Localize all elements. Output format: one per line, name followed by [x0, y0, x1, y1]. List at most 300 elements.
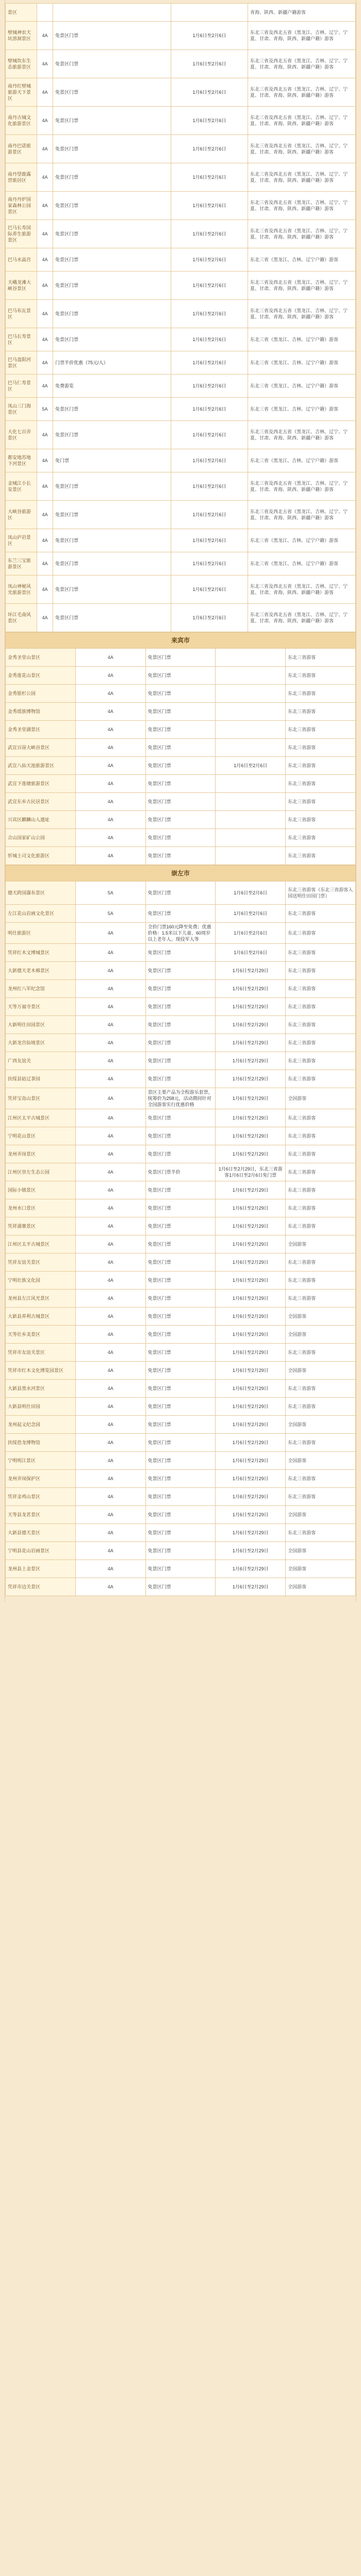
time-range: 1月6日至2月6日 — [171, 248, 248, 272]
scenic-name: 龙州红八军纪念馆 — [6, 980, 76, 998]
scenic-name: 龙州县左江风光景区 — [6, 1290, 76, 1308]
target-visitors: 东北三省（黑龙江、吉林、辽宁户籍）游客 — [248, 375, 356, 398]
policy-text: 免景区门票 — [145, 775, 216, 793]
time-range: 1月6日至2月29日 — [216, 1088, 286, 1109]
time-range: 1月6日至2月6日 — [171, 472, 248, 501]
time-range — [216, 649, 286, 667]
scenic-name: 左江花山岩画文化景区 — [6, 905, 76, 923]
table-row — [6, 248, 356, 272]
policy-text: 免景区门票 — [53, 328, 171, 351]
time-range: 1月6日至2月6日 — [216, 882, 286, 905]
time-range: 1月6日至2月6日 — [171, 50, 248, 78]
policy-text: 免景区门票 — [145, 685, 216, 703]
target-visitors: 东北三省（黑龙江、吉林、辽宁户籍）游客 — [248, 328, 356, 351]
scenic-level: 4A — [75, 667, 145, 685]
table-row — [6, 739, 356, 757]
scenic-name: 环江毛南风景区 — [6, 604, 37, 632]
target-visitors: 东北三省游客 — [286, 1253, 356, 1272]
target-visitors: 东北三省游客 — [286, 1272, 356, 1290]
scenic-name: 宁明壮族文化园 — [6, 1272, 76, 1290]
policy-text: 免景区门票 — [145, 721, 216, 739]
time-range — [216, 829, 286, 847]
scenic-level: 4A — [75, 1506, 145, 1524]
table-row — [6, 1163, 356, 1181]
target-visitors: 东北三省游客 — [286, 1217, 356, 1235]
table-row — [6, 604, 356, 632]
table-row — [6, 135, 356, 163]
table-row — [6, 923, 356, 944]
scenic-level: 4A — [75, 1326, 145, 1344]
scenic-level: 4A — [37, 50, 53, 78]
time-range: 1月6日至2月6日 — [171, 163, 248, 192]
target-visitors: 东北三省游客 — [286, 998, 356, 1016]
scenic-name: 巴马盘阳河景区 — [6, 351, 37, 375]
table-row — [6, 649, 356, 667]
target-visitors: 东北三省游客 — [286, 1163, 356, 1181]
scenic-level: 4A — [75, 811, 145, 829]
policy-text: 免景区门票 — [145, 882, 216, 905]
scenic-name: 武宣下莲塘旅游景区 — [6, 775, 76, 793]
scenic-level: 4A — [75, 1052, 145, 1070]
scenic-level: 4A — [75, 1272, 145, 1290]
scenic-name: 南丹丹炉国家森林公园景区 — [6, 192, 37, 220]
target-visitors: 东北三省游客（东北三省游客入园送明仕田园门票） — [286, 882, 356, 905]
target-visitors: 全国游客 — [286, 1452, 356, 1470]
table-row — [6, 50, 356, 78]
scenic-level: 4A — [75, 793, 145, 811]
scenic-level: 4A — [75, 962, 145, 980]
scenic-level: 4A — [37, 78, 53, 107]
table-row — [6, 1488, 356, 1506]
scenic-name: 金秀瑶族博物馆 — [6, 703, 76, 721]
table-row — [6, 905, 356, 923]
policy-text: 免景区门票 — [145, 1344, 216, 1362]
tables-container — [5, 3, 356, 1596]
scenic-level: 4A — [75, 1199, 145, 1217]
target-visitors: 全国游客 — [286, 1578, 356, 1596]
policy-text: 免景区门票 — [145, 1272, 216, 1290]
table-row — [6, 1253, 356, 1272]
table-row — [6, 272, 356, 300]
time-range — [216, 703, 286, 721]
time-range: 1月6日至2月6日 — [171, 552, 248, 575]
table-row — [6, 703, 356, 721]
scenic-level: 4A — [37, 300, 53, 328]
policy-text: 免景区门票 — [145, 1578, 216, 1596]
time-range: 1月6日至2月29日 — [216, 1016, 286, 1034]
scenic-name: 扶绥县姑辽茶园 — [6, 1070, 76, 1088]
target-visitors: 东北三省及西北五省（黑龙江、吉林、辽宁、宁夏、甘肃、青海、陕西、新疆户籍）游客 — [248, 50, 356, 78]
table-row — [6, 1560, 356, 1578]
scenic-level: 4A — [75, 980, 145, 998]
policy-text: 免景区门票 — [53, 107, 171, 135]
table-row — [6, 811, 356, 829]
scenic-name: 巴马布瓦景区 — [6, 300, 37, 328]
scenic-name: 巴马长寿国际养生旅游景区 — [6, 220, 37, 248]
target-visitors: 东北三省游客 — [286, 739, 356, 757]
policy-text: 免景区门票 — [145, 998, 216, 1016]
scenic-level: 4A — [75, 1235, 145, 1253]
time-range: 1月6日至2月6日 — [216, 944, 286, 962]
policy-text: 免景区门票 — [145, 1235, 216, 1253]
scenic-level: 4A — [75, 649, 145, 667]
table-row — [6, 1362, 356, 1380]
time-range: 1月6日至2月6日 — [171, 449, 248, 472]
scenic-level: 4A — [75, 1416, 145, 1434]
scenic-level: 4A — [75, 1253, 145, 1272]
scenic-level: 4A — [37, 552, 53, 575]
target-visitors: 东北三省游客 — [286, 757, 356, 775]
scenic-name: 大新德天老木棉景区 — [6, 962, 76, 980]
scenic-level: 4A — [75, 1181, 145, 1199]
scenic-level: 4A — [37, 107, 53, 135]
scenic-level: 4A — [75, 1380, 145, 1398]
table-row — [6, 398, 356, 421]
scenic-level: 4A — [75, 1088, 145, 1109]
table-row — [6, 757, 356, 775]
table-row — [6, 351, 356, 375]
time-range — [216, 775, 286, 793]
time-range: 1月6日至2月29日 — [216, 1560, 286, 1578]
target-visitors: 东北三省及西北五省（黑龙江、吉林、辽宁、宁夏、甘肃、青海、陕西、新疆户籍）游客 — [248, 107, 356, 135]
table-row — [6, 1398, 356, 1416]
policy-text: 免景区门票 — [145, 649, 216, 667]
table-row — [6, 552, 356, 575]
time-range: 1月6日至2月6日 — [216, 905, 286, 923]
table-row — [6, 78, 356, 107]
policy-text: 免景区门票 — [145, 793, 216, 811]
table-row — [6, 1578, 356, 1596]
scenic-name: 龙州弄岗景区 — [6, 1145, 76, 1163]
scenic-name: 大新县养利古城景区 — [6, 1308, 76, 1326]
policy-text: 免景区门票 — [53, 78, 171, 107]
table-row — [6, 1235, 356, 1253]
policy-text: 免景区门票 — [145, 1109, 216, 1127]
scenic-level: 4A — [75, 775, 145, 793]
scenic-level: 4A — [75, 1398, 145, 1416]
policy-text: 免景区门票 — [53, 50, 171, 78]
target-visitors: 东北三省游客 — [286, 721, 356, 739]
scenic-name: 凭祥宝岛山景区 — [6, 1088, 76, 1109]
time-range: 1月6日至2月6日 — [171, 421, 248, 449]
target-visitors: 东北三省及西北五省（黑龙江、吉林、辽宁、宁夏、甘肃、青海、陕西、新疆户籍）游客 — [248, 78, 356, 107]
scenic-name: 宁明县花山岩画景区 — [6, 1542, 76, 1560]
table-row — [6, 375, 356, 398]
scenic-name: 都安地苏地下河景区 — [6, 449, 37, 472]
scenic-level: 4A — [37, 328, 53, 351]
target-visitors: 东北三省游客 — [286, 1034, 356, 1052]
target-visitors: 东北三省及西北五省（黑龙江、吉林、辽宁、宁夏、甘肃、青海、陕西、新疆户籍）游客 — [248, 300, 356, 328]
scenic-level: 4A — [75, 1362, 145, 1380]
time-range: 1月6日至2月29日 — [216, 1070, 286, 1088]
scenic-level: 4A — [75, 1578, 145, 1596]
target-visitors: 东北三省游客 — [286, 1434, 356, 1452]
target-visitors: 全国游客 — [286, 1308, 356, 1326]
policy-text: 免景区门票 — [53, 220, 171, 248]
policy-text: 免景区门票 — [145, 905, 216, 923]
table-row — [6, 575, 356, 604]
policy-text: 免景区门票 — [145, 1127, 216, 1145]
policy-text: 免景区门票 — [145, 1199, 216, 1217]
table-row — [6, 1145, 356, 1163]
scenic-table — [5, 865, 356, 1596]
target-visitors: 东北三省游客 — [286, 1145, 356, 1163]
policy-text: 免景区门票 — [145, 1470, 216, 1488]
time-range: 1月6日至2月29日 — [216, 1217, 286, 1235]
table-row — [6, 667, 356, 685]
table-row — [6, 192, 356, 220]
scenic-level: 4A — [37, 22, 53, 50]
scenic-level: 4A — [75, 1470, 145, 1488]
scenic-name: 宁明明江景区 — [6, 1452, 76, 1470]
target-visitors: 东北三省游客 — [286, 703, 356, 721]
policy-text: 免门票 — [53, 449, 171, 472]
table-row — [6, 1016, 356, 1034]
scenic-level: 4A — [75, 685, 145, 703]
scenic-level: 4A — [75, 1488, 145, 1506]
time-range: 1月6日至2月6日 — [216, 757, 286, 775]
scenic-name: 扶绥恐龙博物馆 — [6, 1434, 76, 1452]
time-range: 1月6日至2月29日 — [216, 1235, 286, 1253]
table-row — [6, 1416, 356, 1434]
policy-text: 免景区门票 — [145, 1488, 216, 1506]
time-range: 1月6日至2月29日 — [216, 1127, 286, 1145]
scenic-level: 4A — [75, 1109, 145, 1127]
policy-text: 免景区门票 — [145, 1145, 216, 1163]
time-range: 1月6日至2月29日 — [216, 1034, 286, 1052]
table-row — [6, 472, 356, 501]
policy-text: 免景区门票 — [145, 1253, 216, 1272]
time-range: 1月6日至2月6日 — [171, 78, 248, 107]
table-row — [6, 793, 356, 811]
policy-text: 免景区门票 — [53, 529, 171, 552]
scenic-level: 5A — [75, 905, 145, 923]
scenic-name: 壁城神农天坑溶洞景区 — [6, 22, 37, 50]
policy-text: 免景区门票 — [53, 421, 171, 449]
target-visitors: 东北三省游客 — [286, 1127, 356, 1145]
target-visitors: 东北三省及西北五省（黑龙江、吉林、辽宁、宁夏、甘肃、青海、陕西、新疆户籍）游客 — [248, 163, 356, 192]
scenic-name: 大新县明仕田园 — [6, 1398, 76, 1416]
time-range — [216, 721, 286, 739]
scenic-name: 凭祥友谊关景区 — [6, 1253, 76, 1272]
scenic-level: 4A — [75, 703, 145, 721]
policy-text: 免景区门票 — [145, 980, 216, 998]
scenic-name: 金秀圣堂湖景区 — [6, 721, 76, 739]
target-visitors: 东北三省游客 — [286, 1398, 356, 1416]
scenic-name: 巴马水晶宫 — [6, 248, 37, 272]
target-visitors: 东北三省及西北五省（黑龙江、吉林、辽宁、宁夏、甘肃、青海、陕西、新疆户籍）游客 — [248, 22, 356, 50]
target-visitors: 东北三省游客 — [286, 1470, 356, 1488]
table-row — [6, 1199, 356, 1217]
target-visitors: 东北三省（黑龙江、吉林、辽宁户籍）游客 — [248, 449, 356, 472]
table-row — [6, 1344, 356, 1362]
scenic-level: 4A — [37, 575, 53, 604]
target-visitors: 东北三省及西北五省（黑龙江、吉林、辽宁、宁夏、甘肃、青海、陕西、新疆户籍）游客 — [248, 501, 356, 529]
scenic-name: 凭祥金鸡山景区 — [6, 1488, 76, 1506]
policy-text: 免景区门票 — [53, 135, 171, 163]
policy-text: 免景区门票 — [145, 1398, 216, 1416]
time-range: 1月6日至2月29日 — [216, 1398, 286, 1416]
scenic-level: 4A — [37, 220, 53, 248]
scenic-level: 4A — [37, 449, 53, 472]
target-visitors: 东北三省游客 — [286, 847, 356, 865]
scenic-level: 4A — [37, 472, 53, 501]
table-row — [6, 328, 356, 351]
scenic-level: 4A — [75, 1290, 145, 1308]
scenic-name: 明仕旅游区 — [6, 923, 76, 944]
policy-text: 免景区门票 — [145, 1290, 216, 1308]
scenic-level: 4A — [75, 1542, 145, 1560]
scenic-name: 武宣东乡古民居景区 — [6, 793, 76, 811]
scenic-name: 景区 — [6, 4, 37, 22]
table-row — [6, 501, 356, 529]
policy-text: 免景区门票 — [145, 1380, 216, 1398]
scenic-level — [37, 4, 53, 22]
scenic-name: 大化七百弄景区 — [6, 421, 37, 449]
scenic-name: 凭祥市友谊关景区 — [6, 1344, 76, 1362]
time-range: 1月6日至2月29日 — [216, 1434, 286, 1452]
scenic-level: 4A — [75, 1560, 145, 1578]
policy-text: 免景区门票 — [145, 1308, 216, 1326]
scenic-level: 4A — [75, 1524, 145, 1542]
time-range: 1月6日至2月6日 — [171, 22, 248, 50]
time-range: 1月6日至2月29日 — [216, 1253, 286, 1272]
target-visitors: 全国游客 — [286, 1560, 356, 1578]
policy-text: 免景区门票 — [145, 1181, 216, 1199]
scenic-name: 南丹古城文化旅游景区 — [6, 107, 37, 135]
table-row — [6, 300, 356, 328]
target-visitors: 全国游客 — [286, 1416, 356, 1434]
scenic-name: 大新龙宫仙境景区 — [6, 1034, 76, 1052]
target-visitors: 东北三省及西北五省（黑龙江、吉林、辽宁、宁夏、甘肃、青海、陕西、新疆户籍）游客 — [248, 421, 356, 449]
time-range — [216, 811, 286, 829]
time-range: 1月6日至2月29日 — [216, 1362, 286, 1380]
table-row — [6, 685, 356, 703]
target-visitors: 东北三省及西北五省（黑龙江、吉林、辽宁、宁夏、甘肃、青海、陕西、新疆户籍）游客 — [248, 135, 356, 163]
policy-text: 免景区门票 — [145, 757, 216, 775]
time-range: 1月6日至2月29日 — [216, 1052, 286, 1070]
table-row — [6, 1088, 356, 1109]
policy-text: 免景区门票半价 — [145, 1163, 216, 1181]
scenic-name: 东兰三宝旅游景区 — [6, 552, 37, 575]
policy-text: 免景区门票 — [145, 1217, 216, 1235]
table-row — [6, 775, 356, 793]
time-range: 1月6日至2月6日 — [171, 501, 248, 529]
time-range: 1月6日至2月29日 — [216, 1506, 286, 1524]
target-visitors: 东北三省及西北五省（黑龙江、吉林、辽宁、宁夏、甘肃、青海、陕西、新疆户籍）游客 — [248, 272, 356, 300]
time-range: 1月6日至2月29日 — [216, 1326, 286, 1344]
policy-text: 免景区门票 — [145, 1362, 216, 1380]
city-header-row — [6, 866, 356, 882]
policy-text: 免景区门票 — [145, 667, 216, 685]
scenic-level: 4A — [37, 351, 53, 375]
table-row — [6, 721, 356, 739]
policy-text: 免景区门票 — [53, 300, 171, 328]
policy-text: 免景区门票 — [145, 829, 216, 847]
table-row — [6, 944, 356, 962]
time-range: 1月6日至2月6日 — [171, 272, 248, 300]
scenic-name: 大新明仕田园景区 — [6, 1016, 76, 1034]
scenic-name: 凭祥浦寨景区 — [6, 1217, 76, 1235]
policy-text: 免景区门票 — [145, 739, 216, 757]
scenic-level: 4A — [75, 1016, 145, 1034]
policy-text: 免景区门票 — [53, 163, 171, 192]
scenic-level: 4A — [75, 1344, 145, 1362]
table-row — [6, 847, 356, 865]
policy-text: 免景区门票 — [53, 192, 171, 220]
target-visitors: 东北三省游客 — [286, 1070, 356, 1088]
policy-text: 免景区门票 — [53, 398, 171, 421]
target-visitors: 东北三省游客 — [286, 1290, 356, 1308]
scenic-name: 南丹红壁城旅游天下景区 — [6, 78, 37, 107]
target-visitors: 东北三省游客 — [286, 944, 356, 962]
scenic-level: 4A — [75, 739, 145, 757]
policy-text: 免景区门票 — [145, 1326, 216, 1344]
table-row — [6, 163, 356, 192]
scenic-name: 武宣八仙天池旅游景区 — [6, 757, 76, 775]
scenic-name: 凭祥市红木文化博览园景区 — [6, 1362, 76, 1380]
target-visitors: 东北三省及西北五省（黑龙江、吉林、辽宁、宁夏、甘肃、青海、陕西、新疆户籍）游客 — [248, 220, 356, 248]
policy-text: 免景区门票 — [53, 248, 171, 272]
scenic-name: 德天跨国瀑布景区 — [6, 882, 76, 905]
policy-text: 免景区门票 — [145, 944, 216, 962]
target-visitors: 全国游客 — [286, 1088, 356, 1109]
table-row — [6, 1034, 356, 1052]
scenic-table — [5, 3, 356, 632]
target-visitors: 东北三省游客 — [286, 1488, 356, 1506]
target-visitors: 东北三省及西北五省（黑龙江、吉林、辽宁、宁夏、甘肃、青海、陕西、新疆户籍）游客 — [248, 604, 356, 632]
scenic-level: 4A — [75, 944, 145, 962]
time-range: 1月6日至2月29日 — [216, 1488, 286, 1506]
scenic-name: 凤山庐岩景区 — [6, 529, 37, 552]
scenic-name: 国际小镇景区 — [6, 1181, 76, 1199]
policy-text — [53, 4, 171, 22]
time-range: 1月6日至2月6日 — [216, 923, 286, 944]
scenic-name: 凭祥红木文博城景区 — [6, 944, 76, 962]
time-range: 1月6日至2月29日 — [216, 962, 286, 980]
target-visitors: 东北三省游客 — [286, 1380, 356, 1398]
time-range: 1月6日至2月29日，东北三省游客1月6日至2月6日免门票 — [216, 1163, 286, 1181]
target-visitors: 东北三省游客 — [286, 1109, 356, 1127]
policy-text: 免费游览 — [53, 375, 171, 398]
scenic-name: 江州区崇左生态公园 — [6, 1163, 76, 1181]
scenic-level: 4A — [37, 272, 53, 300]
scenic-name: 凤山三门海景区 — [6, 398, 37, 421]
scenic-name: 大峡谷旅游区 — [6, 501, 37, 529]
scenic-name: 忻城土司文化旅游区 — [6, 847, 76, 865]
time-range: 1月6日至2月29日 — [216, 1181, 286, 1199]
scenic-name: 凤山神秘风光旅游景区 — [6, 575, 37, 604]
table-row — [6, 449, 356, 472]
time-range: 1月6日至2月6日 — [171, 529, 248, 552]
scenic-name: 壁城坎东生态旅游景区 — [6, 50, 37, 78]
scenic-level: 4A — [75, 829, 145, 847]
scenic-name: 巴马长寿景区 — [6, 328, 37, 351]
policy-text: 免景区门票 — [145, 1542, 216, 1560]
target-visitors: 东北三省游客 — [286, 685, 356, 703]
scenic-name: 兴宾区麒麟山人遗址 — [6, 811, 76, 829]
target-visitors: 东北三省（黑龙江、吉林、辽宁户籍）游客 — [248, 248, 356, 272]
target-visitors: 全国游客 — [286, 1235, 356, 1253]
time-range: 1月6日至2月6日 — [171, 604, 248, 632]
scenic-level: 4A — [37, 192, 53, 220]
target-visitors: 全国游客 — [286, 1542, 356, 1560]
scenic-name: 金秀莲花山景区 — [6, 667, 76, 685]
scenic-name: 金秀圣堂山景区 — [6, 649, 76, 667]
policy-text: 免景区门票 — [145, 1434, 216, 1452]
policy-text: 免景区门票 — [145, 1034, 216, 1052]
scenic-level: 4A — [75, 923, 145, 944]
